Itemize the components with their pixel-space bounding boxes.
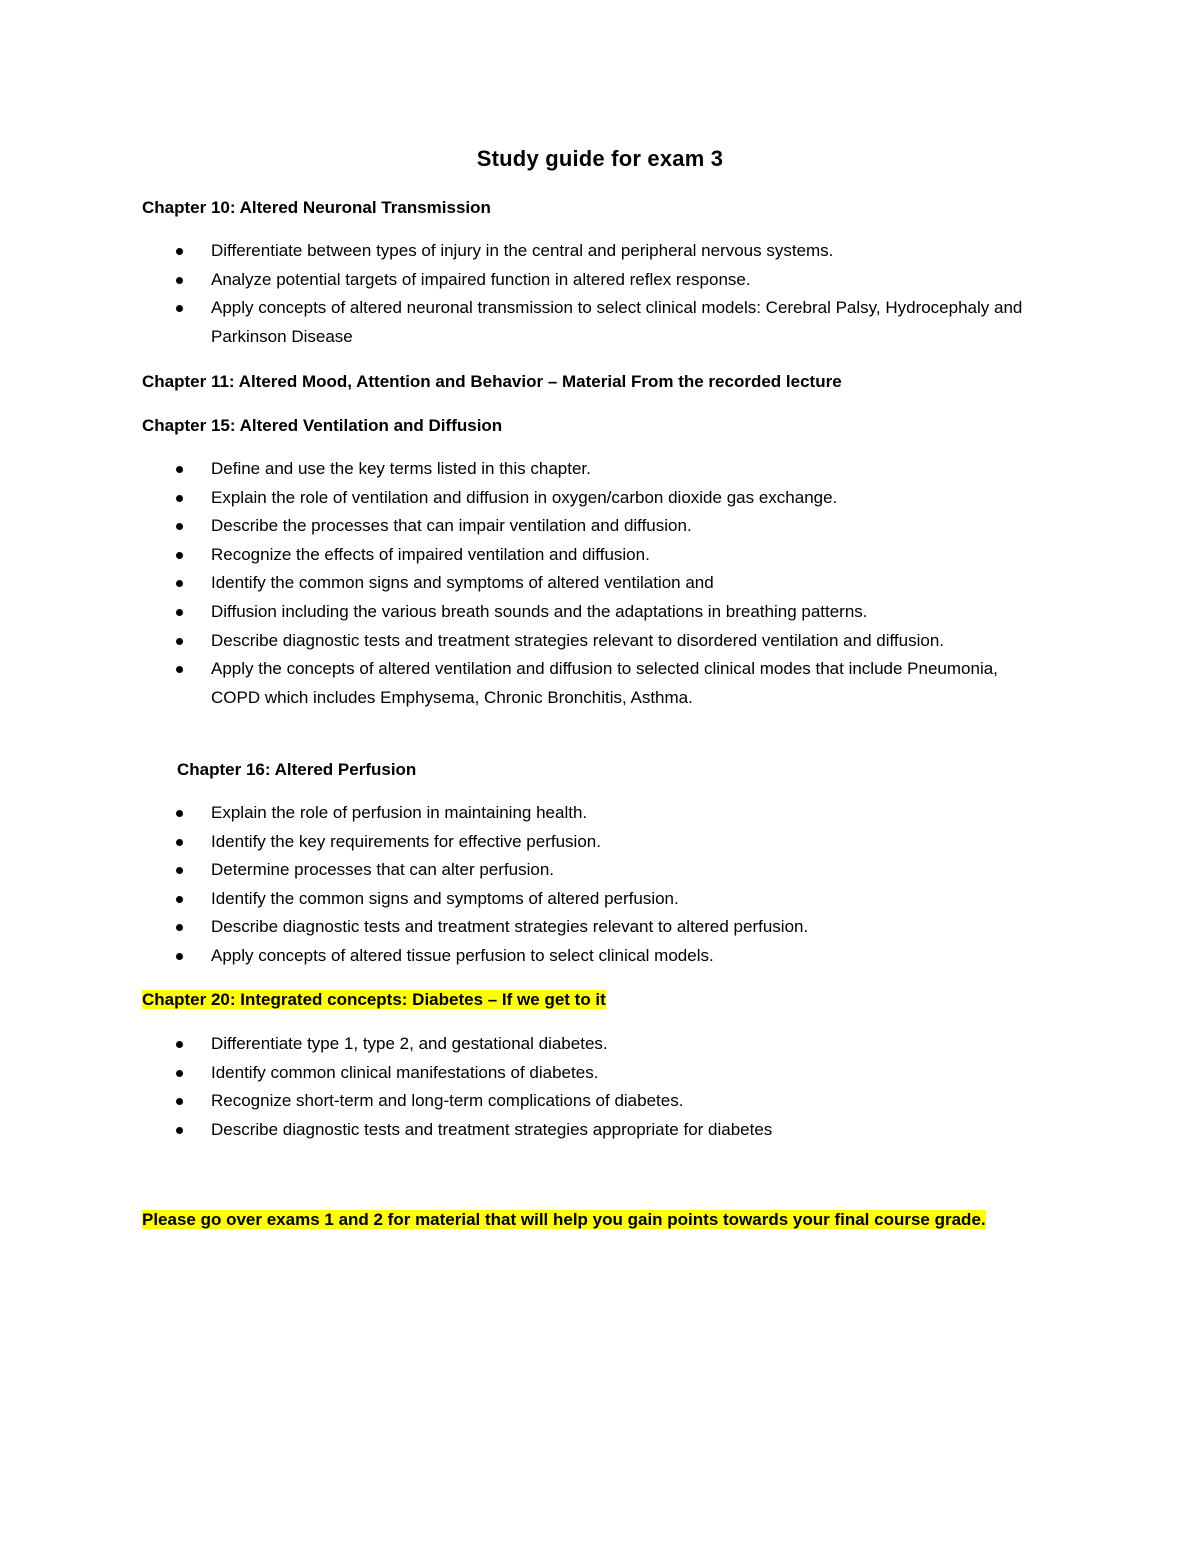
list-item: Diffusion including the various breath sounds and the adaptations in breathing patterns. (0, 598, 1200, 627)
chapter-16-list (0, 799, 1200, 971)
list-item: Analyze potential targets of impaired function in altered reflex response. (0, 266, 1200, 295)
bullet-icon (176, 1041, 183, 1048)
bullet-icon (176, 1098, 183, 1105)
list-item: Identify the common signs and symptoms of altered perfusion. (0, 885, 1200, 914)
bullet-icon (176, 248, 183, 255)
list-item: Describe diagnostic tests and treatment strategies relevant to disordered ventilation and diffusion. (0, 627, 1200, 656)
bullet-icon (176, 867, 183, 874)
list-item: Recognize short-term and long-term complications of diabetes. (0, 1087, 1200, 1116)
chapter-20-list (0, 1030, 1200, 1144)
list-item: Describe diagnostic tests and treatment strategies appropriate for diabetes (0, 1116, 1200, 1145)
list-item: Differentiate type 1, type 2, and gestational diabetes. (0, 1030, 1200, 1059)
bullet-icon (176, 495, 183, 502)
chapter-20-heading (142, 987, 606, 1013)
chapter-15-list (0, 455, 1200, 712)
chapter-15-heading: Chapter 15: Altered Ventilation and Diffusion (142, 416, 503, 435)
bullet-icon (176, 580, 183, 587)
bullet-icon (176, 666, 183, 673)
chapter-10-list (0, 237, 1200, 351)
bullet-icon (176, 896, 183, 903)
bullet-icon (176, 1070, 183, 1077)
bullet-icon (176, 839, 183, 846)
list-item: Define and use the key terms listed in this chapter. (0, 455, 1200, 484)
list-item: Determine processes that can alter perfusion. (0, 856, 1200, 885)
list-item: Describe the processes that can impair ventilation and diffusion. (0, 512, 1200, 541)
bullet-icon (176, 523, 183, 530)
list-item: Apply concepts of altered neuronal transmission to select clinical models: Cerebral Palsy, Hydrocephaly and Parkinson Disease (0, 294, 1200, 351)
bullet-icon (176, 305, 183, 312)
list-item: Recognize the effects of impaired ventilation and diffusion. (0, 541, 1200, 570)
chapter-20-heading-text: Chapter 20: Integrated concepts: Diabetes – If we get to it (142, 990, 606, 1009)
chapter-10-heading: Chapter 10: Altered Neuronal Transmission (142, 198, 491, 217)
list-item: Apply concepts of altered tissue perfusion to select clinical models. (0, 942, 1200, 971)
chapter-11-heading: Chapter 11: Altered Mood, Attention and Behavior – Material From the recorded lecture (142, 372, 842, 391)
list-item: Apply the concepts of altered ventilation and diffusion to selected clinical modes that include Pneumonia, COPD which includes Emphysema, Chronic Bronchitis, Asthma. (0, 655, 1200, 712)
bullet-icon (176, 609, 183, 616)
bullet-icon (176, 552, 183, 559)
bullet-icon (176, 638, 183, 645)
chapter-16-heading: Chapter 16: Altered Perfusion (177, 760, 417, 779)
bullet-icon (176, 924, 183, 931)
list-item: Identify common clinical manifestations of diabetes. (0, 1059, 1200, 1088)
closing-note (142, 1206, 1042, 1235)
list-item: Identify the key requirements for effective perfusion. (0, 828, 1200, 857)
closing-note-text: Please go over exams 1 and 2 for material that will help you gain points towards your final course grade. (142, 1210, 986, 1229)
list-item: Explain the role of ventilation and diffusion in oxygen/carbon dioxide gas exchange. (0, 484, 1200, 513)
bullet-icon (176, 953, 183, 960)
bullet-icon (176, 466, 183, 473)
list-item: Describe diagnostic tests and treatment strategies relevant to altered perfusion. (0, 913, 1200, 942)
bullet-icon (176, 277, 183, 284)
page-title: Study guide for exam 3 (476, 146, 724, 171)
list-item: Identify the common signs and symptoms of altered ventilation and (0, 569, 1200, 598)
list-item: Differentiate between types of injury in the central and peripheral nervous systems. (0, 237, 1200, 266)
list-item: Explain the role of perfusion in maintaining health. (0, 799, 1200, 828)
bullet-icon (176, 1127, 183, 1134)
bullet-icon (176, 810, 183, 817)
